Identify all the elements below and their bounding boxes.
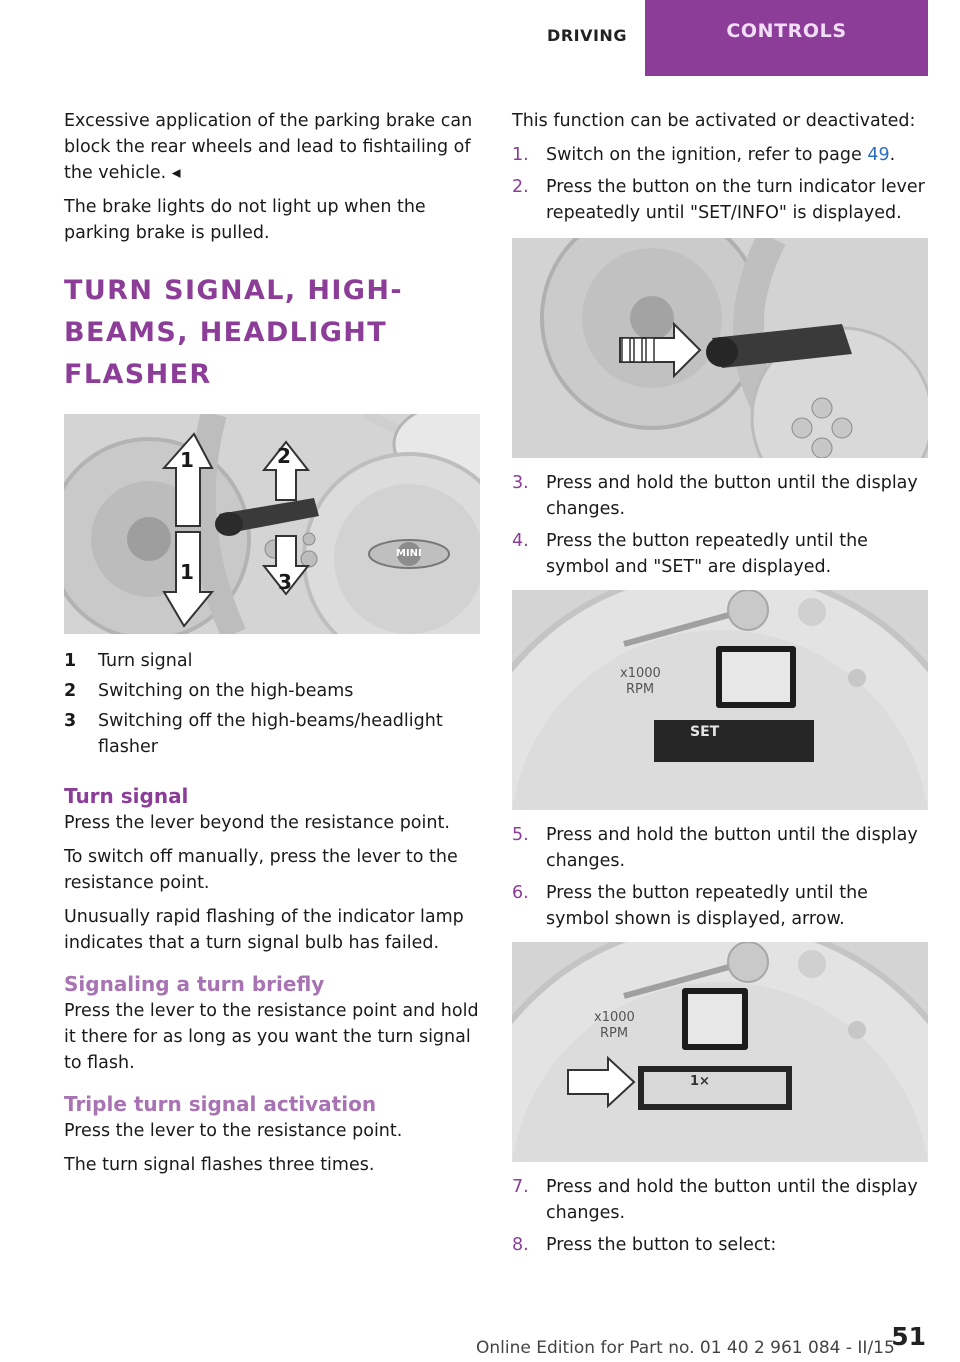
steps-5-6: [512, 822, 928, 932]
heading-signaling-briefly: Signaling a turn briefly: [64, 972, 325, 996]
paragraph-brake-lights: The brake lights do not light up when the parking brake is pulled.: [64, 197, 426, 243]
step-5: 5. Press and hold the button until the display changes.: [512, 825, 918, 871]
figure-display-set: [512, 590, 928, 810]
heading-triple-turn-signal: Triple turn signal activation: [64, 1092, 377, 1116]
step-8: 8. Press the button to select:: [512, 1235, 777, 1255]
paragraph-triple-2: The turn signal flashes three times.: [64, 1155, 375, 1175]
legend-item-1: 1 Turn signal: [64, 651, 193, 671]
callout-3: 3: [278, 570, 292, 594]
lever-illustration: [64, 414, 480, 634]
callout-2: 2: [277, 444, 291, 468]
rpm-label-1: x1000: [620, 666, 661, 681]
steps-7-8: [512, 1174, 928, 1258]
lever-button-illustration: [512, 238, 928, 458]
step-1: 1. Switch on the ignition, refer to page 49.: [512, 145, 896, 165]
step-6: 6. Press the button repeatedly until the symbol shown is displayed, arrow.: [512, 883, 868, 929]
set-display-text: SET: [690, 724, 720, 740]
left-column: [64, 108, 480, 1186]
display-arrow-illustration: [512, 942, 928, 1162]
figure-lever-button: [512, 238, 928, 458]
section-title: TURN SIGNAL, HIGH-BEAMS, HEADLIGHT FLASHER: [64, 275, 403, 390]
callout-1-bottom: 1: [180, 560, 194, 584]
display-set-illustration: [512, 590, 928, 810]
rpm-label-2b: RPM: [600, 1026, 629, 1041]
right-column: [512, 108, 928, 1264]
display-count-text: 1×: [690, 1074, 710, 1089]
paragraph-turn-signal-3: Unusually rapid flashing of the indicator lamp indicates that a turn signal bulb has failed.: [64, 907, 464, 953]
edition-text: Online Edition for Part no. 01 40 2 961 084 - II/15: [476, 1338, 895, 1358]
rpm-label-1b: x1000: [594, 1010, 635, 1025]
paragraph-parking-brake: Excessive application of the parking brake can block the rear wheels and lead to fishtailing of the vehicle. ◂: [64, 111, 473, 183]
figure-display-arrow: [512, 942, 928, 1162]
page-link-49[interactable]: 49: [867, 145, 890, 165]
steps-3-4: [512, 470, 928, 580]
figure-legend: [64, 648, 480, 760]
paragraph-signaling-briefly: Press the lever to the resistance point and hold it there for as long as you want the turn signal to flash.: [64, 1001, 479, 1073]
legend-item-3: 3 Switching off the high-beams/headlight flasher: [64, 711, 443, 757]
figure-turn-signal-lever: [64, 414, 480, 634]
legend-item-2: 2 Switching on the high-beams: [64, 681, 354, 701]
callout-1-top: 1: [180, 448, 194, 472]
step-3: 3. Press and hold the button until the display changes.: [512, 473, 918, 519]
paragraph-turn-signal-1: Press the lever beyond the resistance point.: [64, 813, 450, 833]
paragraph-triple-1: Press the lever to the resistance point.: [64, 1121, 403, 1141]
step-7: 7. Press and hold the button until the display changes.: [512, 1177, 918, 1223]
paragraph-intro: This function can be activated or deactivated:: [512, 111, 916, 131]
tab-driving-label: DRIVING: [547, 26, 627, 45]
mini-logo: MINI: [396, 548, 422, 559]
paragraph-turn-signal-2: To switch off manually, press the lever to the resistance point.: [64, 847, 458, 893]
heading-turn-signal: Turn signal: [64, 784, 189, 808]
page-number: 51: [891, 1322, 926, 1351]
steps-1-2: [512, 142, 928, 226]
rpm-label-2: RPM: [626, 682, 655, 697]
tab-controls-label: CONTROLS: [726, 20, 847, 42]
header-tab-controls: [645, 0, 928, 76]
step-2: 2. Press the button on the turn indicator lever repeatedly until "SET/INFO" is displayed.: [512, 177, 925, 223]
page-footer: [0, 1322, 960, 1358]
header-tab-driving: [530, 0, 644, 72]
step-4: 4. Press the button repeatedly until the symbol and "SET" are displayed.: [512, 531, 868, 577]
